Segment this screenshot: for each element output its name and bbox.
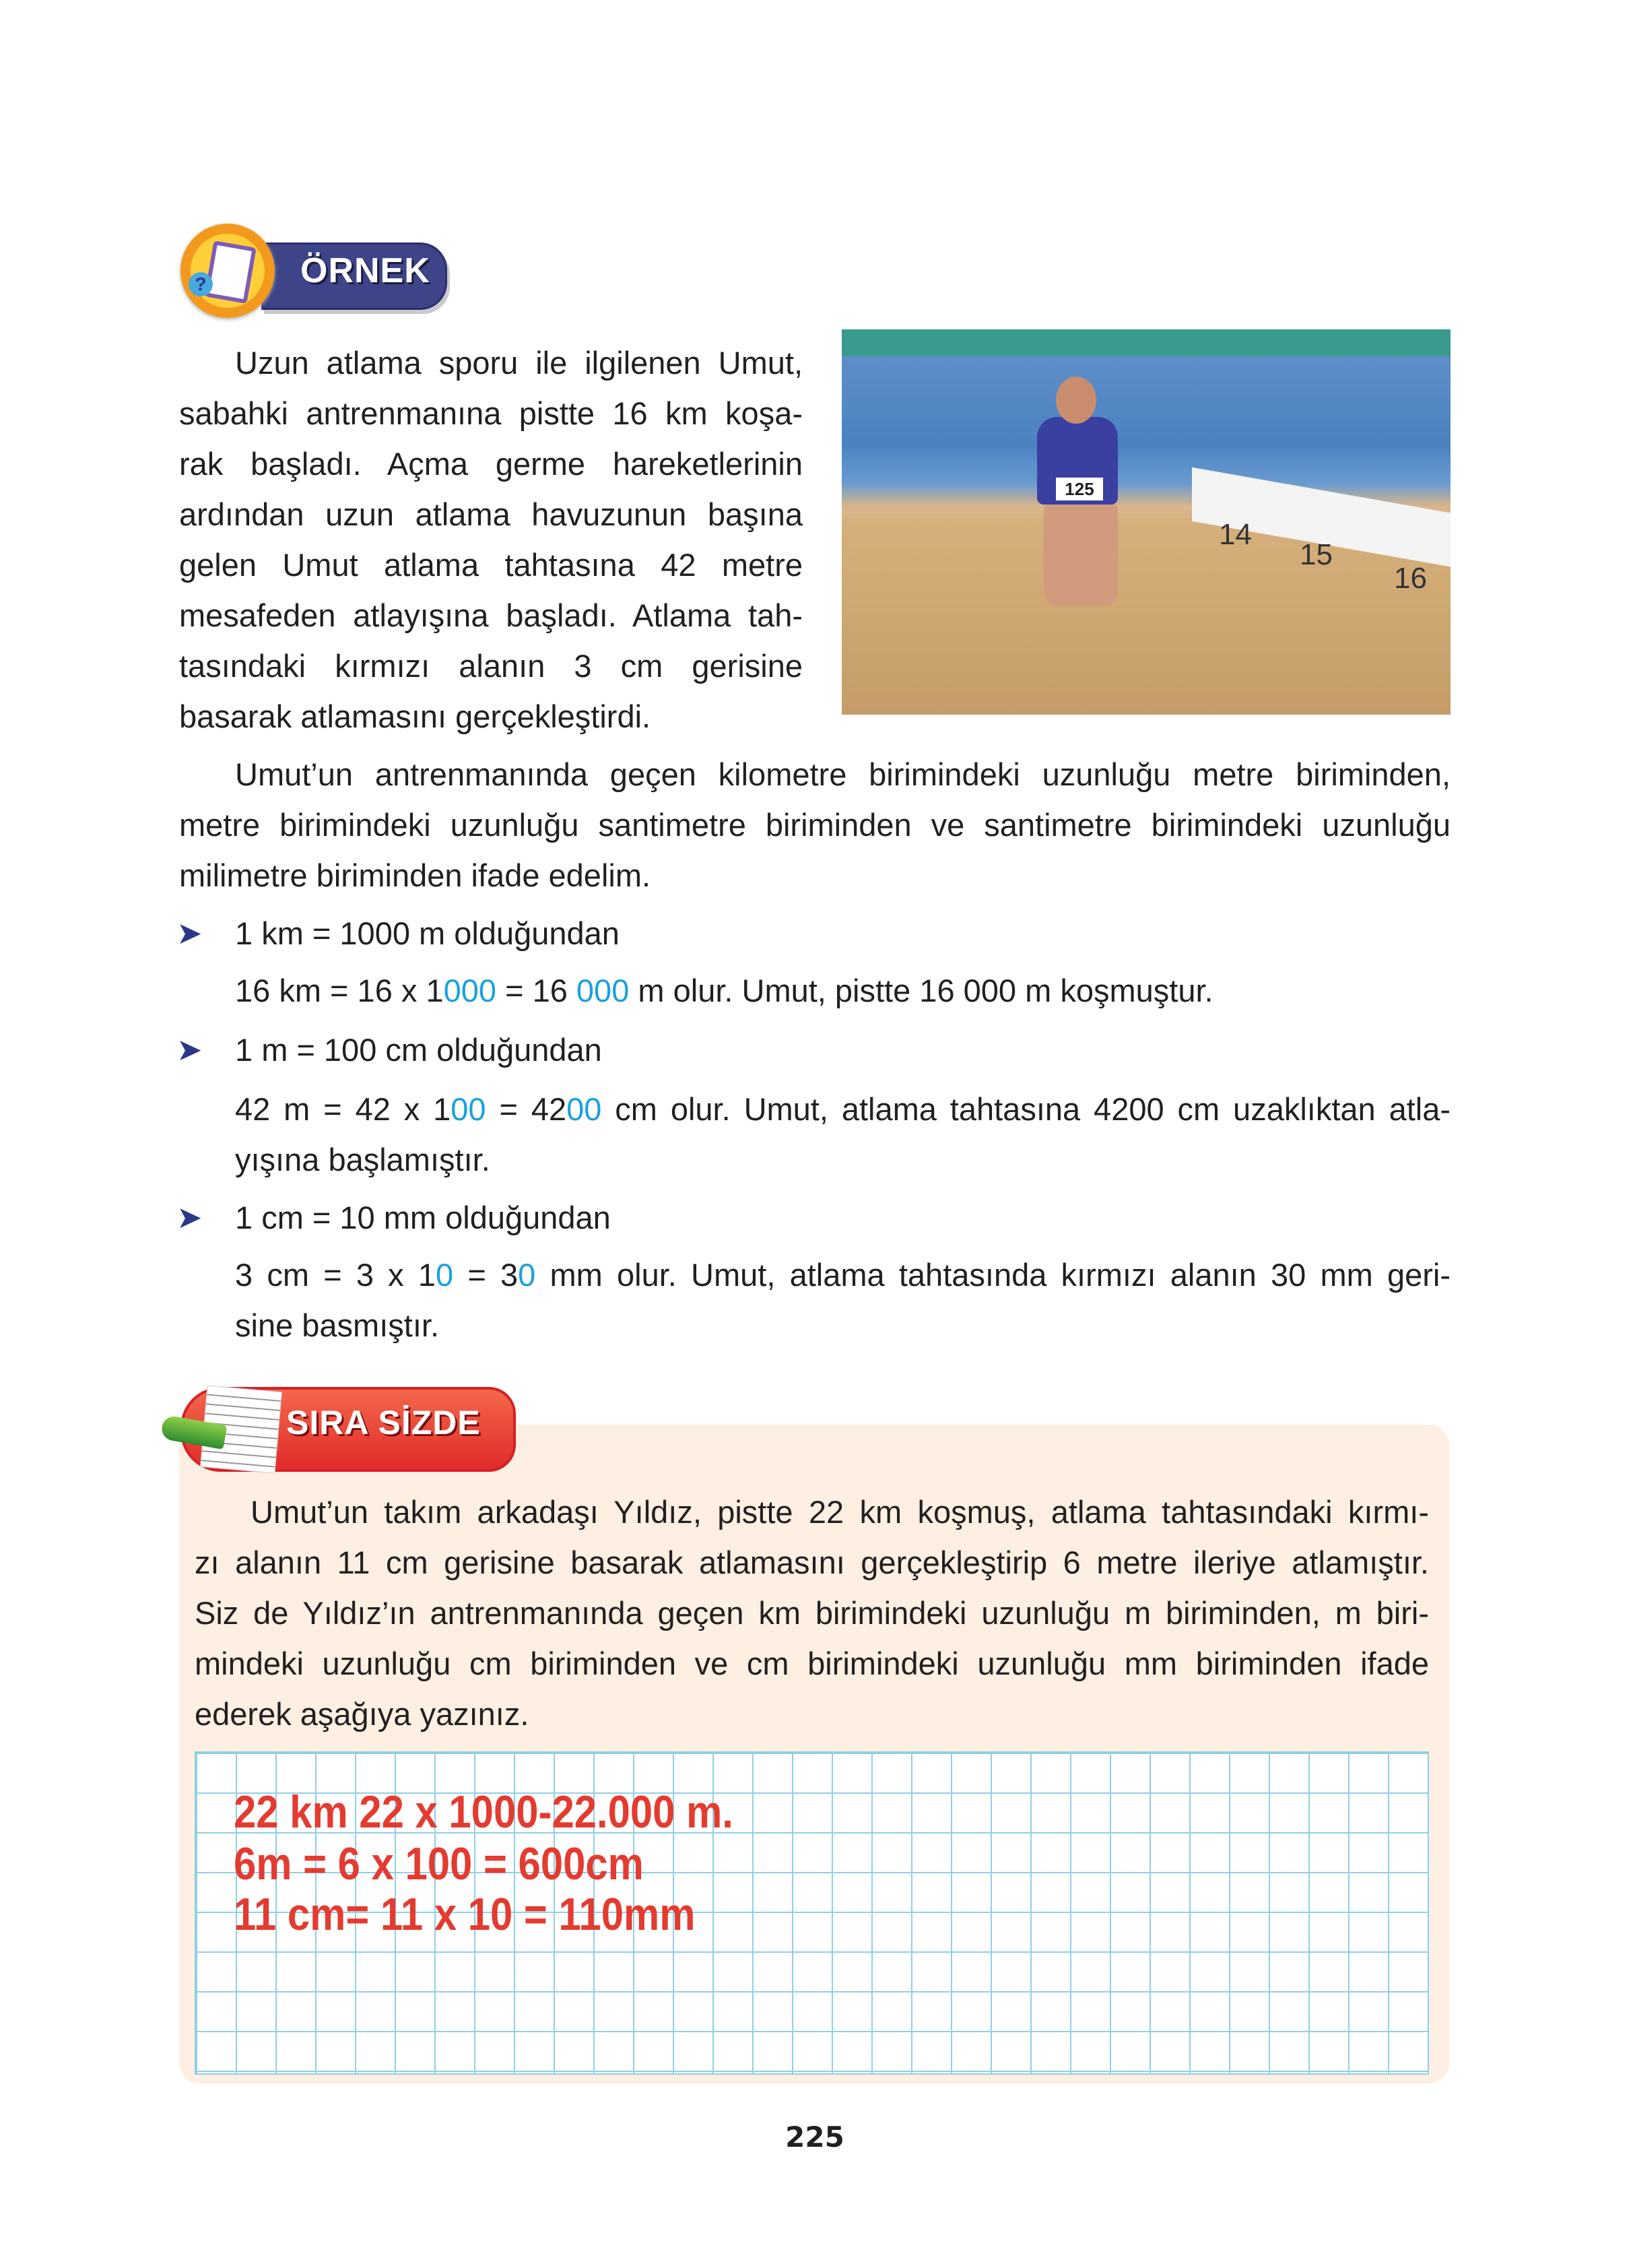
step-calculation: 42 m = 42 x 100 = 4200 cm olur. Umut, atlama tahtasına 4200 cm uzaklıktan atla-	[235, 1091, 1451, 1127]
step-rule: 1 m = 100 cm olduğundan	[235, 1032, 602, 1068]
step-calculation-cont: sine basmıştır.	[235, 1307, 439, 1343]
clipboard-shape	[204, 240, 257, 304]
arrowhead-icon: ➤	[176, 915, 203, 950]
answer-line: 11 cm= 11 x 10 = 110mm	[234, 1889, 696, 1940]
your-turn-badge	[162, 1383, 517, 1472]
task-line: mindeki uzunluğu cm biriminden ve cm birimindeki uzunluğu mm biriminden ifade	[195, 1646, 1429, 1681]
long-jump-photo	[842, 329, 1451, 715]
task-line: Umut’un takım arkadaşı Yıldız, pistte 22 km koşmuş, atlama tahtasındaki kırmı-	[251, 1494, 1429, 1530]
arrowhead-icon: ➤	[176, 1032, 203, 1067]
step-calculation-cont: yışına başlamıştır.	[235, 1142, 490, 1177]
board-mark: 14	[1219, 518, 1252, 551]
intro-line: rak başladı. Açma germe hareketlerinin	[179, 446, 803, 482]
intro-line: tasındaki kırmızı alanın 3 cm gerisine	[179, 648, 803, 684]
board-mark: 15	[1300, 538, 1333, 571]
arrowhead-icon: ➤	[176, 1200, 203, 1235]
question-bubble-icon: ?	[189, 272, 213, 296]
task-line: zı alanın 11 cm gerisine basarak atlamasını gerçekleştirip 6 metre ileriye atlamıştır.	[195, 1545, 1429, 1580]
intro-line: basarak atlamasını gerçekleştirdi.	[179, 699, 651, 734]
task-line: ederek aşağıya yazınız.	[195, 1696, 529, 1732]
intro-line: Uzun atlama sporu ile ilgilenen Umut,	[235, 345, 803, 381]
bib-number: 125	[1056, 478, 1103, 500]
intro-line: ardından uzun atlama havuzunun başına	[179, 496, 803, 532]
intro-line: mesafeden atlayışına başladı. Atlama tah-	[179, 597, 803, 633]
example-badge	[180, 224, 450, 325]
your-turn-label: SIRA SİZDE	[286, 1404, 481, 1441]
answer-line: 6m = 6 x 100 = 600cm	[234, 1838, 644, 1889]
question-line: Umut’un antrenmanında geçen kilometre birimindeki uzunluğu metre biriminden,	[235, 756, 1451, 792]
step-rule: 1 cm = 10 mm olduğundan	[235, 1200, 611, 1235]
step-rule: 1 km = 1000 m olduğundan	[235, 915, 620, 951]
example-badge-label: ÖRNEK	[300, 251, 430, 290]
page-number: 225	[785, 2120, 844, 2153]
athlete-head	[1056, 377, 1096, 424]
question-line: milimetre biriminden ifade edelim.	[179, 857, 651, 893]
intro-line: gelen Umut atlama tahtasına 42 metre	[179, 547, 803, 583]
step-calculation: 3 cm = 3 x 10 = 30 mm olur. Umut, atlama tahtasında kırmızı alanın 30 mm geri-	[235, 1257, 1451, 1293]
task-line: Siz de Yıldız’ın antrenmanında geçen km birimindeki uzunluğu m biriminden, m biri-	[195, 1595, 1429, 1631]
board-mark: 16	[1394, 562, 1427, 595]
athlete-legs	[1044, 498, 1118, 606]
answer-line: 22 km 22 x 1000-22.000 m.	[234, 1786, 733, 1838]
clipboard-icon	[180, 224, 275, 318]
step-calculation: 16 km = 16 x 1000 = 16 000 m olur. Umut, pistte 16 000 m koşmuştur.	[235, 973, 1213, 1008]
question-line: metre birimindeki uzunluğu santimetre biriminden ve santimetre birimindeki uzunluğu	[179, 807, 1451, 843]
intro-line: sabahki antrenmanına pistte 16 km koşa-	[179, 395, 803, 431]
